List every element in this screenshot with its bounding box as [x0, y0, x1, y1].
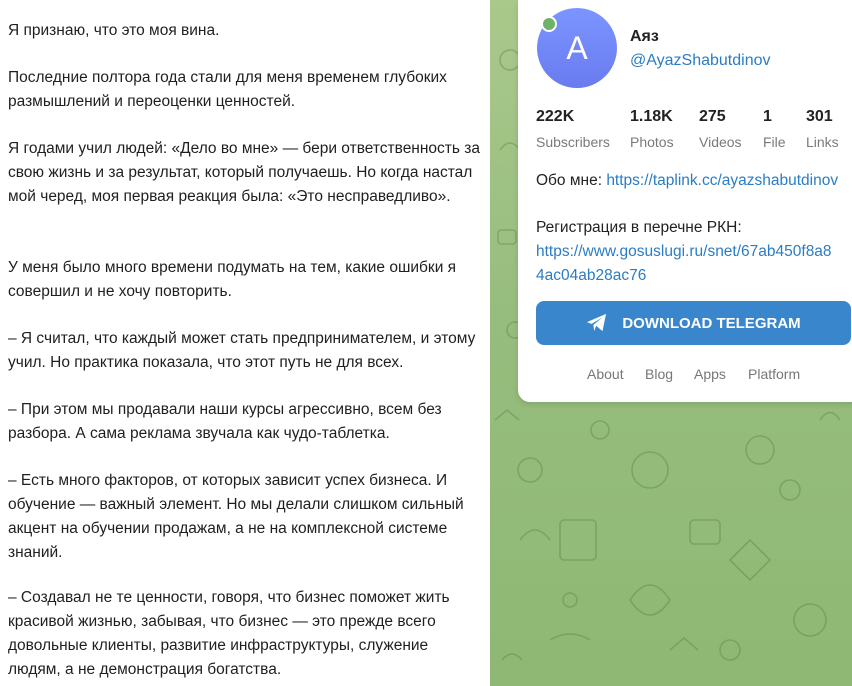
- about-link[interactable]: https://taplink.cc/ayazshabutdinov: [606, 172, 839, 189]
- stat-value: 301: [806, 108, 833, 125]
- stat-files[interactable]: [763, 108, 786, 150]
- post-paragraph: Я признаю, что это моя вина.: [8, 22, 220, 39]
- post-paragraph: Я годами учил людей: «Дело во мне» — бери ответственность за свою жизнь и за результат, который получаешь. Но когда настал мой черед, моя первая реакция была: «Это несправедливо».: [8, 140, 481, 205]
- footer-link-blog[interactable]: Blog: [645, 366, 674, 382]
- telegram-plane-icon: [586, 313, 608, 333]
- post-paragraph: Последние полтора года стали для меня временем глубоких размышлений и переоценки ценностей.: [8, 69, 447, 110]
- channel-about: [536, 170, 852, 192]
- stat-label: Videos: [699, 134, 742, 150]
- footer-link-platform[interactable]: Platform: [748, 366, 801, 382]
- stat-subscribers: [536, 108, 610, 150]
- post-paragraph: – При этом мы продавали наши курсы агрессивно, всем без разбора. А сама реклама звучала как чудо-таблетка.: [8, 401, 442, 442]
- about-prefix: Обо мне:: [536, 172, 607, 189]
- stat-value: 222K: [536, 108, 575, 125]
- stat-value: 1.18K: [630, 108, 673, 125]
- stat-value: 275: [699, 108, 726, 125]
- stat-label: File: [763, 134, 786, 150]
- registration-link-line2[interactable]: 4ac04ab28ac76: [536, 267, 647, 284]
- stat-links[interactable]: [806, 108, 839, 150]
- download-telegram-button[interactable]: [536, 301, 851, 345]
- channel-name: Аяз: [630, 28, 659, 45]
- post-paragraph: У меня было много времени подумать на тем, какие ошибки я совершил и не хочу повторить.: [8, 259, 457, 300]
- post-paragraph: – Создавал не те ценности, говоря, что бизнес поможет жить красивой жизнью, забывая, что бизнес — это прежде всего довольные клиенты, развитие инфраструктуры, служение людям, а не демонстрация богатства.: [8, 589, 450, 678]
- post-paragraph: – Я считал, что каждый может стать предпринимателем, и этому учил. Но практика показала, что этот путь не для всех.: [8, 330, 476, 371]
- registration-link-line1[interactable]: https://www.gosuslugi.ru/snet/67ab450f8a8: [536, 243, 832, 260]
- footer-link-about[interactable]: About: [587, 366, 624, 382]
- channel-registration: [536, 216, 852, 288]
- stat-photos[interactable]: [630, 108, 674, 150]
- stat-label: Subscribers: [536, 134, 610, 150]
- stat-videos[interactable]: [699, 108, 742, 150]
- avatar-letter: A: [566, 29, 588, 66]
- stat-label: Links: [806, 134, 839, 150]
- registration-label: Регистрация в перечне РКН:: [536, 219, 742, 236]
- download-label: DOWNLOAD TELEGRAM: [622, 314, 801, 332]
- avatar-badge-icon: [541, 16, 557, 32]
- post-paragraph: – Есть много факторов, от которых зависит успех бизнеса. И обучение — важный элемент. Но мы делали слишком сильный акцент на обучении продажам, а не на комплексной системе знаний.: [8, 472, 464, 561]
- channel-handle[interactable]: @AyazShabutdinov: [630, 52, 771, 69]
- stat-label: Photos: [630, 134, 674, 150]
- stat-value: 1: [763, 108, 772, 125]
- footer-link-apps[interactable]: Apps: [694, 366, 726, 382]
